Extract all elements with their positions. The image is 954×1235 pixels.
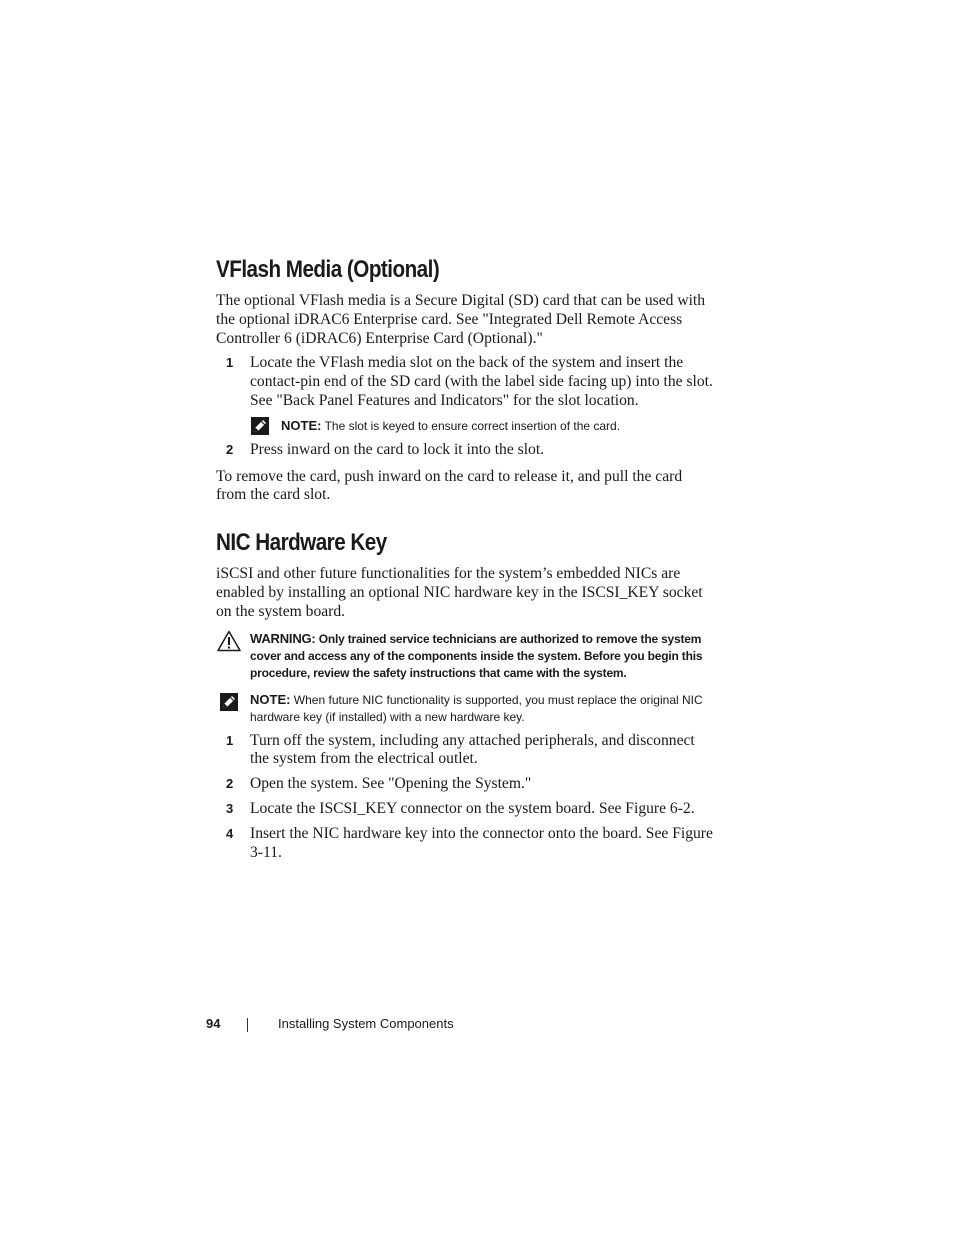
- section-title-vflash: VFlash Media (Optional): [216, 256, 440, 283]
- warning-triangle-icon: [217, 630, 241, 652]
- nic-note: [216, 691, 716, 726]
- note-label: NOTE:: [281, 417, 322, 433]
- list-item: [216, 354, 716, 410]
- nic-intro: iSCSI and other future functionalities for the system’s embedded NICs are enabled by installing an optional NIC hardware key in the ISCSI_KEY socket on the system board.: [216, 565, 703, 620]
- step-text: Locate the ISCSI_KEY connector on the system board. See Figure 6-2.: [250, 799, 695, 817]
- note-text: When future NIC functionality is supported, you must replace the original NIC hardware key (if installed) with a new hardware key.: [250, 692, 703, 724]
- nic-steps: [216, 732, 716, 863]
- vflash-note: [216, 417, 716, 435]
- chapter-title: Installing System Components: [278, 1016, 454, 1031]
- step-number: 4: [226, 825, 234, 841]
- step-text: Turn off the system, including any attached peripherals, and disconnect the system from the electrical outlet.: [250, 731, 695, 768]
- note-pencil-icon: [219, 692, 239, 712]
- section-title-nic: NIC Hardware Key: [216, 529, 387, 557]
- warning-text: Only trained service technicians are authorized to remove the system cover and access any of the components inside the system. Before you begin this procedure, review the safety instructions that came with the system.: [250, 631, 703, 680]
- step-number: 3: [226, 800, 234, 816]
- note-pencil-icon: [250, 416, 270, 436]
- list-item: [216, 800, 716, 819]
- list-item: [216, 825, 716, 863]
- vflash-intro: The optional VFlash media is a Secure Digital (SD) card that can be used with the optional iDRAC6 Enterprise card. See "Integrated Dell Remote Access Controller 6 (iDRAC6) Enterprise Card (Optional).": [216, 292, 706, 347]
- warning-label: WARNING:: [250, 630, 316, 646]
- vflash-remove-instructions: To remove the card, push inward on the card to release it, and pull the card from the card slot.: [216, 467, 683, 504]
- footer-divider: [247, 1018, 248, 1032]
- step-number: 1: [226, 355, 234, 371]
- nic-warning: [216, 630, 716, 682]
- note-text: The slot is keyed to ensure correct insertion of the card.: [324, 418, 621, 433]
- step-text: Open the system. See "Opening the System.": [250, 775, 532, 793]
- step-number: 2: [226, 776, 234, 792]
- step-text: Insert the NIC hardware key into the connector onto the board. See Figure 3-11.: [250, 824, 713, 861]
- page-content: [216, 254, 716, 862]
- note-label: NOTE:: [250, 691, 291, 707]
- list-item: [216, 732, 716, 770]
- list-item: [216, 441, 716, 460]
- step-number: 1: [226, 732, 234, 748]
- vflash-steps: [216, 354, 716, 410]
- vflash-steps-continued: [216, 441, 716, 460]
- page-number: 94: [206, 1016, 221, 1031]
- list-item: [216, 775, 716, 794]
- step-number: 2: [226, 441, 234, 457]
- step-text: Locate the VFlash media slot on the back of the system and insert the contact-pin end of the SD card (with the label side facing up) into the slot. See "Back Panel Features and Indicators" for the slot location.: [250, 354, 713, 409]
- step-text: Press inward on the card to lock it into the slot.: [250, 440, 545, 458]
